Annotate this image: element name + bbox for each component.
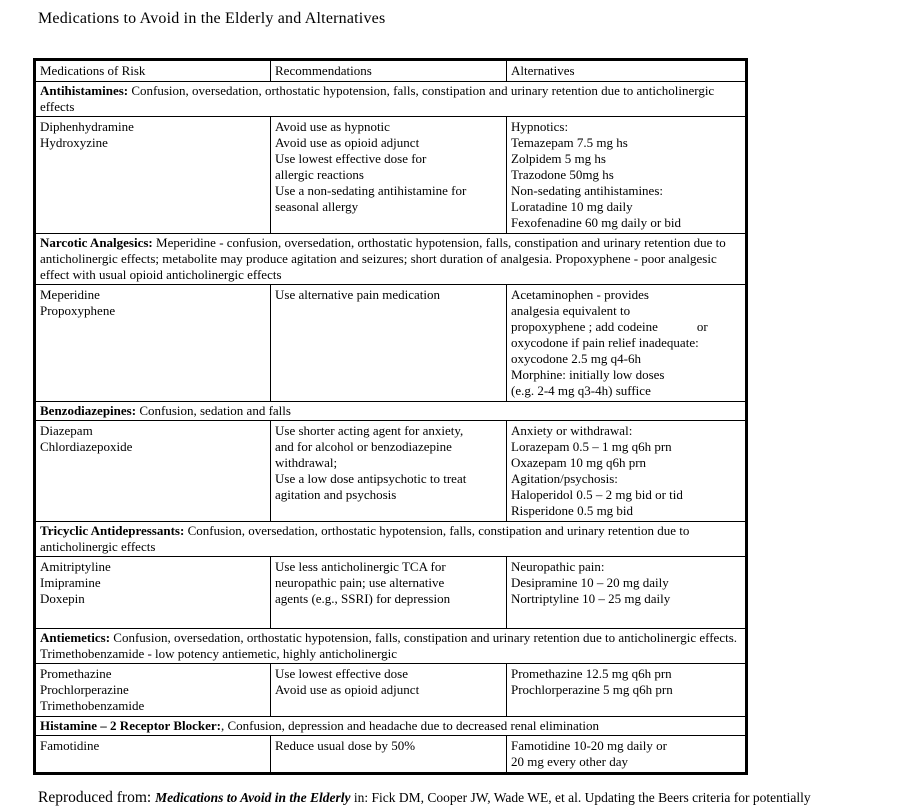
section-label: Antihistamines: [40,83,129,98]
column-header-recommendations: Recommendations [271,60,507,82]
alternatives-cell: Acetaminophen - provides analgesia equivalent to propoxyphene ; add codeine or oxycodone if pain relief inadequate: oxycodone 2.5 mg q4-6h Morphine: initially low doses (e.g. 2-4 mg q3-4h) suffice [507,285,747,402]
table-row [35,664,747,717]
table-row [35,557,747,629]
section-description: Confusion, sedation and falls [136,403,291,418]
section-header-row-benzodiazepines [35,402,747,421]
recommendations-cell: Avoid use as hypnotic Avoid use as opioid adjunct Use lowest effective dose for allergic reactions Use a non-sedating antihistamine for seasonal allergy [271,117,507,234]
section-header-antihistamines [35,82,747,117]
citation-source-title: Medications to Avoid in the Elderly [155,790,351,805]
section-label: Antiemetics: [40,630,111,645]
alternatives-cell: Hypnotics: Temazepam 7.5 mg hs Zolpidem 5 mg hs Trazodone 50mg hs Non-sedating antihistamines: Loratadine 10 mg daily Fexofenadine 60 mg daily or bid [507,117,747,234]
alternatives-cell: Famotidine 10-20 mg daily or 20 mg every other day [507,736,747,774]
section-description: Confusion, oversedation, orthostatic hypotension, falls, constipation and urinary retention due to anticholinergic effects [40,83,715,114]
section-label: Tricyclic Antidepressants: [40,523,185,538]
section-label: Narcotic Analgesics: [40,235,153,250]
recommendations-cell: Use lowest effective dose Avoid use as opioid adjunct [271,664,507,717]
recommendations-cell: Use less anticholinergic TCA for neuropathic pain; use alternative agents (e.g., SSRI) for depression [271,557,507,629]
alternatives-cell: Promethazine 12.5 mg q6h prn Prochlorperazine 5 mg q6h prn [507,664,747,717]
section-description: Meperidine - confusion, oversedation, orthostatic hypotension, falls, constipation and urinary retention due to anticholinergic effects; metabolite may produce agitation and seizures; short duration of analgesia. Propoxyphene - poor analgesic effect with usual opioid anticholinergic effects [40,235,726,282]
medications-cell: Promethazine Prochlorperazine Trimethobenzamide [35,664,271,717]
recommendations-cell: Use shorter acting agent for anxiety, and for alcohol or benzodiazepine withdrawal; Use a low dose antipsychotic to treat agitation and psychosis [271,421,507,522]
document-title: Medications to Avoid in the Elderly and Alternatives [38,10,386,27]
alternatives-cell: Anxiety or withdrawal: Lorazepam 0.5 – 1 mg q6h prn Oxazepam 10 mg q6h prn Agitation/psychosis: Haloperidol 0.5 – 2 mg bid or tid Risperidone 0.5 mg bid [507,421,747,522]
section-label: Histamine – 2 Receptor Blocker: [40,718,221,733]
alternatives-cell: Neuropathic pain: Desipramine 10 – 20 mg daily Nortriptyline 10 – 25 mg daily [507,557,747,629]
column-header-alternatives: Alternatives [507,60,747,82]
medications-cell: Amitriptyline Imipramine Doxepin [35,557,271,629]
section-header-benzodiazepines [35,402,747,421]
section-label: Benzodiazepines: [40,403,137,418]
section-description: Confusion, oversedation, orthostatic hypotension, falls, constipation and urinary retention due to anticholinergic effects [40,523,690,554]
section-header-histamine-2-receptor-blocker [35,717,747,736]
medications-cell: Diazepam Chlordiazepoxide [35,421,271,522]
section-description: , Confusion, depression and headache due to decreased renal elimination [221,718,599,733]
medications-cell: Famotidine [35,736,271,774]
section-header-row-tricyclic-antidepressants [35,522,747,557]
section-header-row-histamine-2-receptor-blocker [35,717,747,736]
source-citation [38,789,918,807]
recommendations-cell: Use alternative pain medication [271,285,507,402]
citation-text: in: Fick DM, Cooper JW, Wade WE, et al. Updating the Beers criteria for potentially [350,790,811,805]
table-row [35,736,747,774]
section-header-row-narcotic-analgesics [35,234,747,285]
section-header-row-antiemetics [35,629,747,664]
table-row [35,421,747,522]
section-header-row-antihistamines [35,82,747,117]
table-row [35,117,747,234]
medications-cell: Diphenhydramine Hydroxyzine [35,117,271,234]
section-description: Confusion, oversedation, orthostatic hypotension, falls, constipation and urinary retention due to anticholinergic effects. Trimethobenzamide - low potency antiemetic, highly anticholinergic [40,630,738,661]
medications-cell: Meperidine Propoxyphene [35,285,271,402]
table-row [35,285,747,402]
section-header-tricyclic-antidepressants [35,522,747,557]
recommendations-cell: Reduce usual dose by 50% [271,736,507,774]
section-header-antiemetics [35,629,747,664]
medications-table [33,58,748,775]
column-header-medications-of-risk: Medications of Risk [35,60,271,82]
section-header-narcotic-analgesics [35,234,747,285]
column-header-row [35,60,747,82]
citation-prefix: Reproduced from: [38,789,156,806]
